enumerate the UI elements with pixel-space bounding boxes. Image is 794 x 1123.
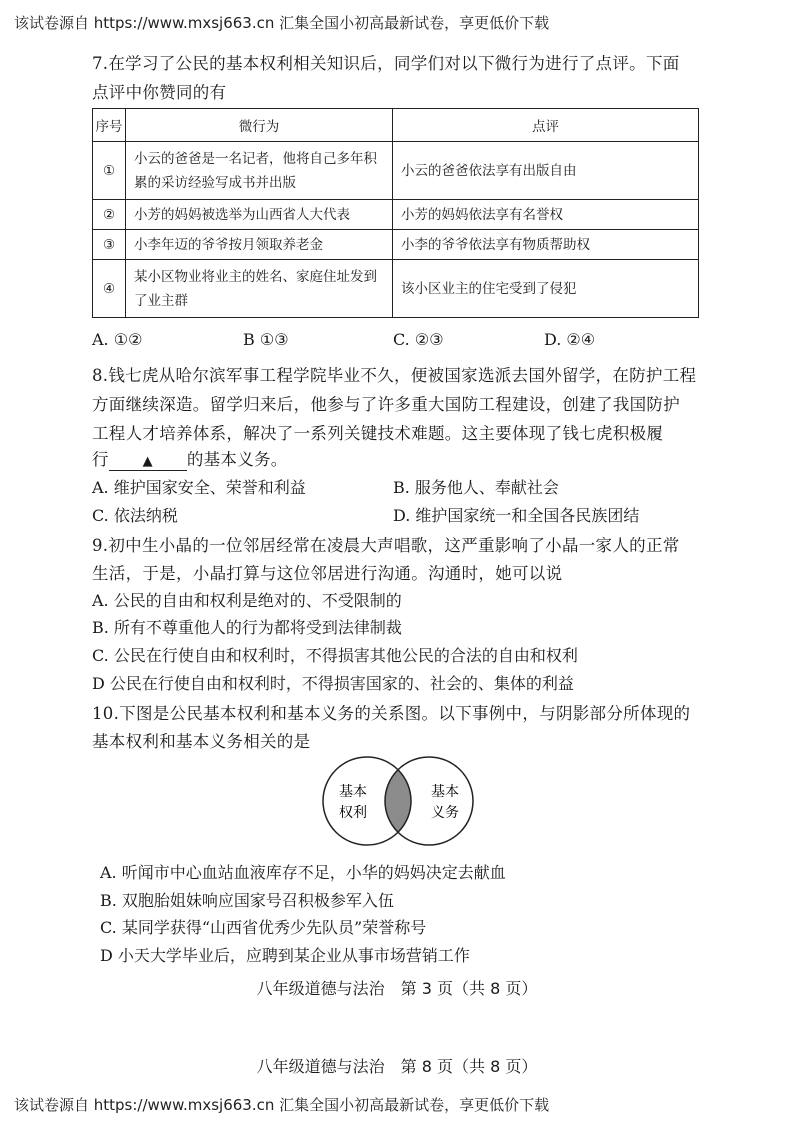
table-cell-num: ② [93,200,126,230]
venn-diagram [320,754,476,848]
q7-stem-line1: 7.在学习了公民的基本权利相关知识后，同学们对以下微行为进行了点评。下面 [92,54,680,73]
table-cell-num: ④ [93,260,126,318]
q9-line2: 生活，于是，小晶打算与这位邻居进行沟通。沟通时，她可以说 [92,564,563,583]
q8-line3: 工程人才培养体系，解决了一系列关键技术难题。这主要体现了钱七虎积极履 [92,424,664,443]
q9-option-b: B. 所有不尊重他人的行为都将受到法律制裁 [92,618,402,637]
q10-option-a: A. 听闻市中心血站血液库存不足，小华的妈妈决定去献血 [100,863,506,882]
q10-line2: 基本权利和基本义务相关的是 [92,732,311,751]
q8-option-c: C. 依法纳税 [92,506,178,525]
q8-line2: 方面继续深造。留学归来后，他参与了许多重大国防工程建设，创建了我国防护 [92,395,680,414]
table-row [93,260,699,318]
q9-option-d: D 公民在行使自由和权利时，不得损害国家的、社会的、集体的利益 [92,674,574,693]
table-row [93,230,699,260]
table-cell-comment: 小云的爸爸依法享有出版自由 [393,142,699,200]
table-cell-num: ① [93,142,126,200]
table-cell-action: 小芳的妈妈被选举为山西省人大代表 [126,200,393,230]
q8-line4 [92,446,288,471]
table-row [93,142,699,200]
q8-line4-prefix: 行 [92,450,109,469]
q10-line1: 10.下图是公民基本权利和基本义务的关系图。以下事例中，与阴影部分所体现的 [92,704,691,723]
q7-option-d: D. ②④ [544,330,596,349]
q9-option-a: A. 公民的自由和权利是绝对的、不受限制的 [92,591,402,610]
q9-line1: 9.初中生小晶的一位邻居经常在凌晨大声唱歌，这严重影响了小晶一家人的正常 [92,536,680,555]
venn-right-label-2: 义务 [431,805,459,821]
table-row [93,200,699,230]
q7-option-a: A. ①② [92,330,143,349]
watermark-top: 该试卷源自 https://www.mxsj663.cn 汇集全国小初高最新试卷，享更低价下载 [14,14,550,32]
q8-line1: 8.钱七虎从哈尔滨军事工程学院毕业不久，便被国家选派去国外留学，在防护工程 [92,366,697,385]
q8-option-a: A. 维护国家安全、荣誉和利益 [92,478,306,497]
table-cell-comment: 该小区业主的住宅受到了侵犯 [393,260,699,318]
q10-option-b: B. 双胞胎姐妹响应国家号召积极参军入伍 [100,891,394,910]
q8-line4-suffix: 的基本义务。 [186,450,288,469]
table-cell-num: ③ [93,230,126,260]
table-cell-action: 小云的爸爸是一名记者，他将自己多年积累的采访经验写成书并出版 [126,142,393,200]
venn-left-label-1: 基本 [339,784,367,800]
q8-option-d: D. 维护国家统一和全国各民族团结 [393,506,640,525]
table-header-action: 微行为 [126,109,393,142]
q7-option-b: B ①③ [243,330,289,349]
table-cell-comment: 小芳的妈妈依法享有名誉权 [393,200,699,230]
table-cell-comment: 小李的爷爷依法享有物质帮助权 [393,230,699,260]
page-footer-8: 八年级道德与法治 第 8 页（共 8 页） [256,1057,538,1076]
venn-left-label-2: 权利 [339,805,367,821]
q8-option-b: B. 服务他人、奉献社会 [393,478,559,497]
table-header-row [93,109,699,142]
q10-option-c: C. 某同学获得“山西省优秀少先队员”荣誉称号 [100,918,427,937]
table-cell-action: 某小区物业将业主的姓名、家庭住址发到了业主群 [126,260,393,318]
page-footer-3: 八年级道德与法治 第 3 页（共 8 页） [256,979,538,998]
q10-option-d: D 小天大学毕业后，应聘到某企业从事市场营销工作 [100,946,470,965]
venn-right-label-1: 基本 [431,784,459,800]
q9-option-c: C. 公民在行使自由和权利时，不得损害其他公民的合法的自由和权利 [92,646,578,665]
watermark-bottom: 该试卷源自 https://www.mxsj663.cn 汇集全国小初高最新试卷，享更低价下载 [14,1096,550,1114]
q7-table [92,108,699,318]
answer-blank: ▲ [109,454,187,471]
table-header-comment: 点评 [393,109,699,142]
q7-option-c: C. ②③ [393,330,444,349]
q7-stem-line2: 点评中你赞同的有 [92,83,227,102]
table-cell-action: 小李年迈的爷爷按月领取养老金 [126,230,393,260]
table-header-num: 序号 [93,109,126,142]
